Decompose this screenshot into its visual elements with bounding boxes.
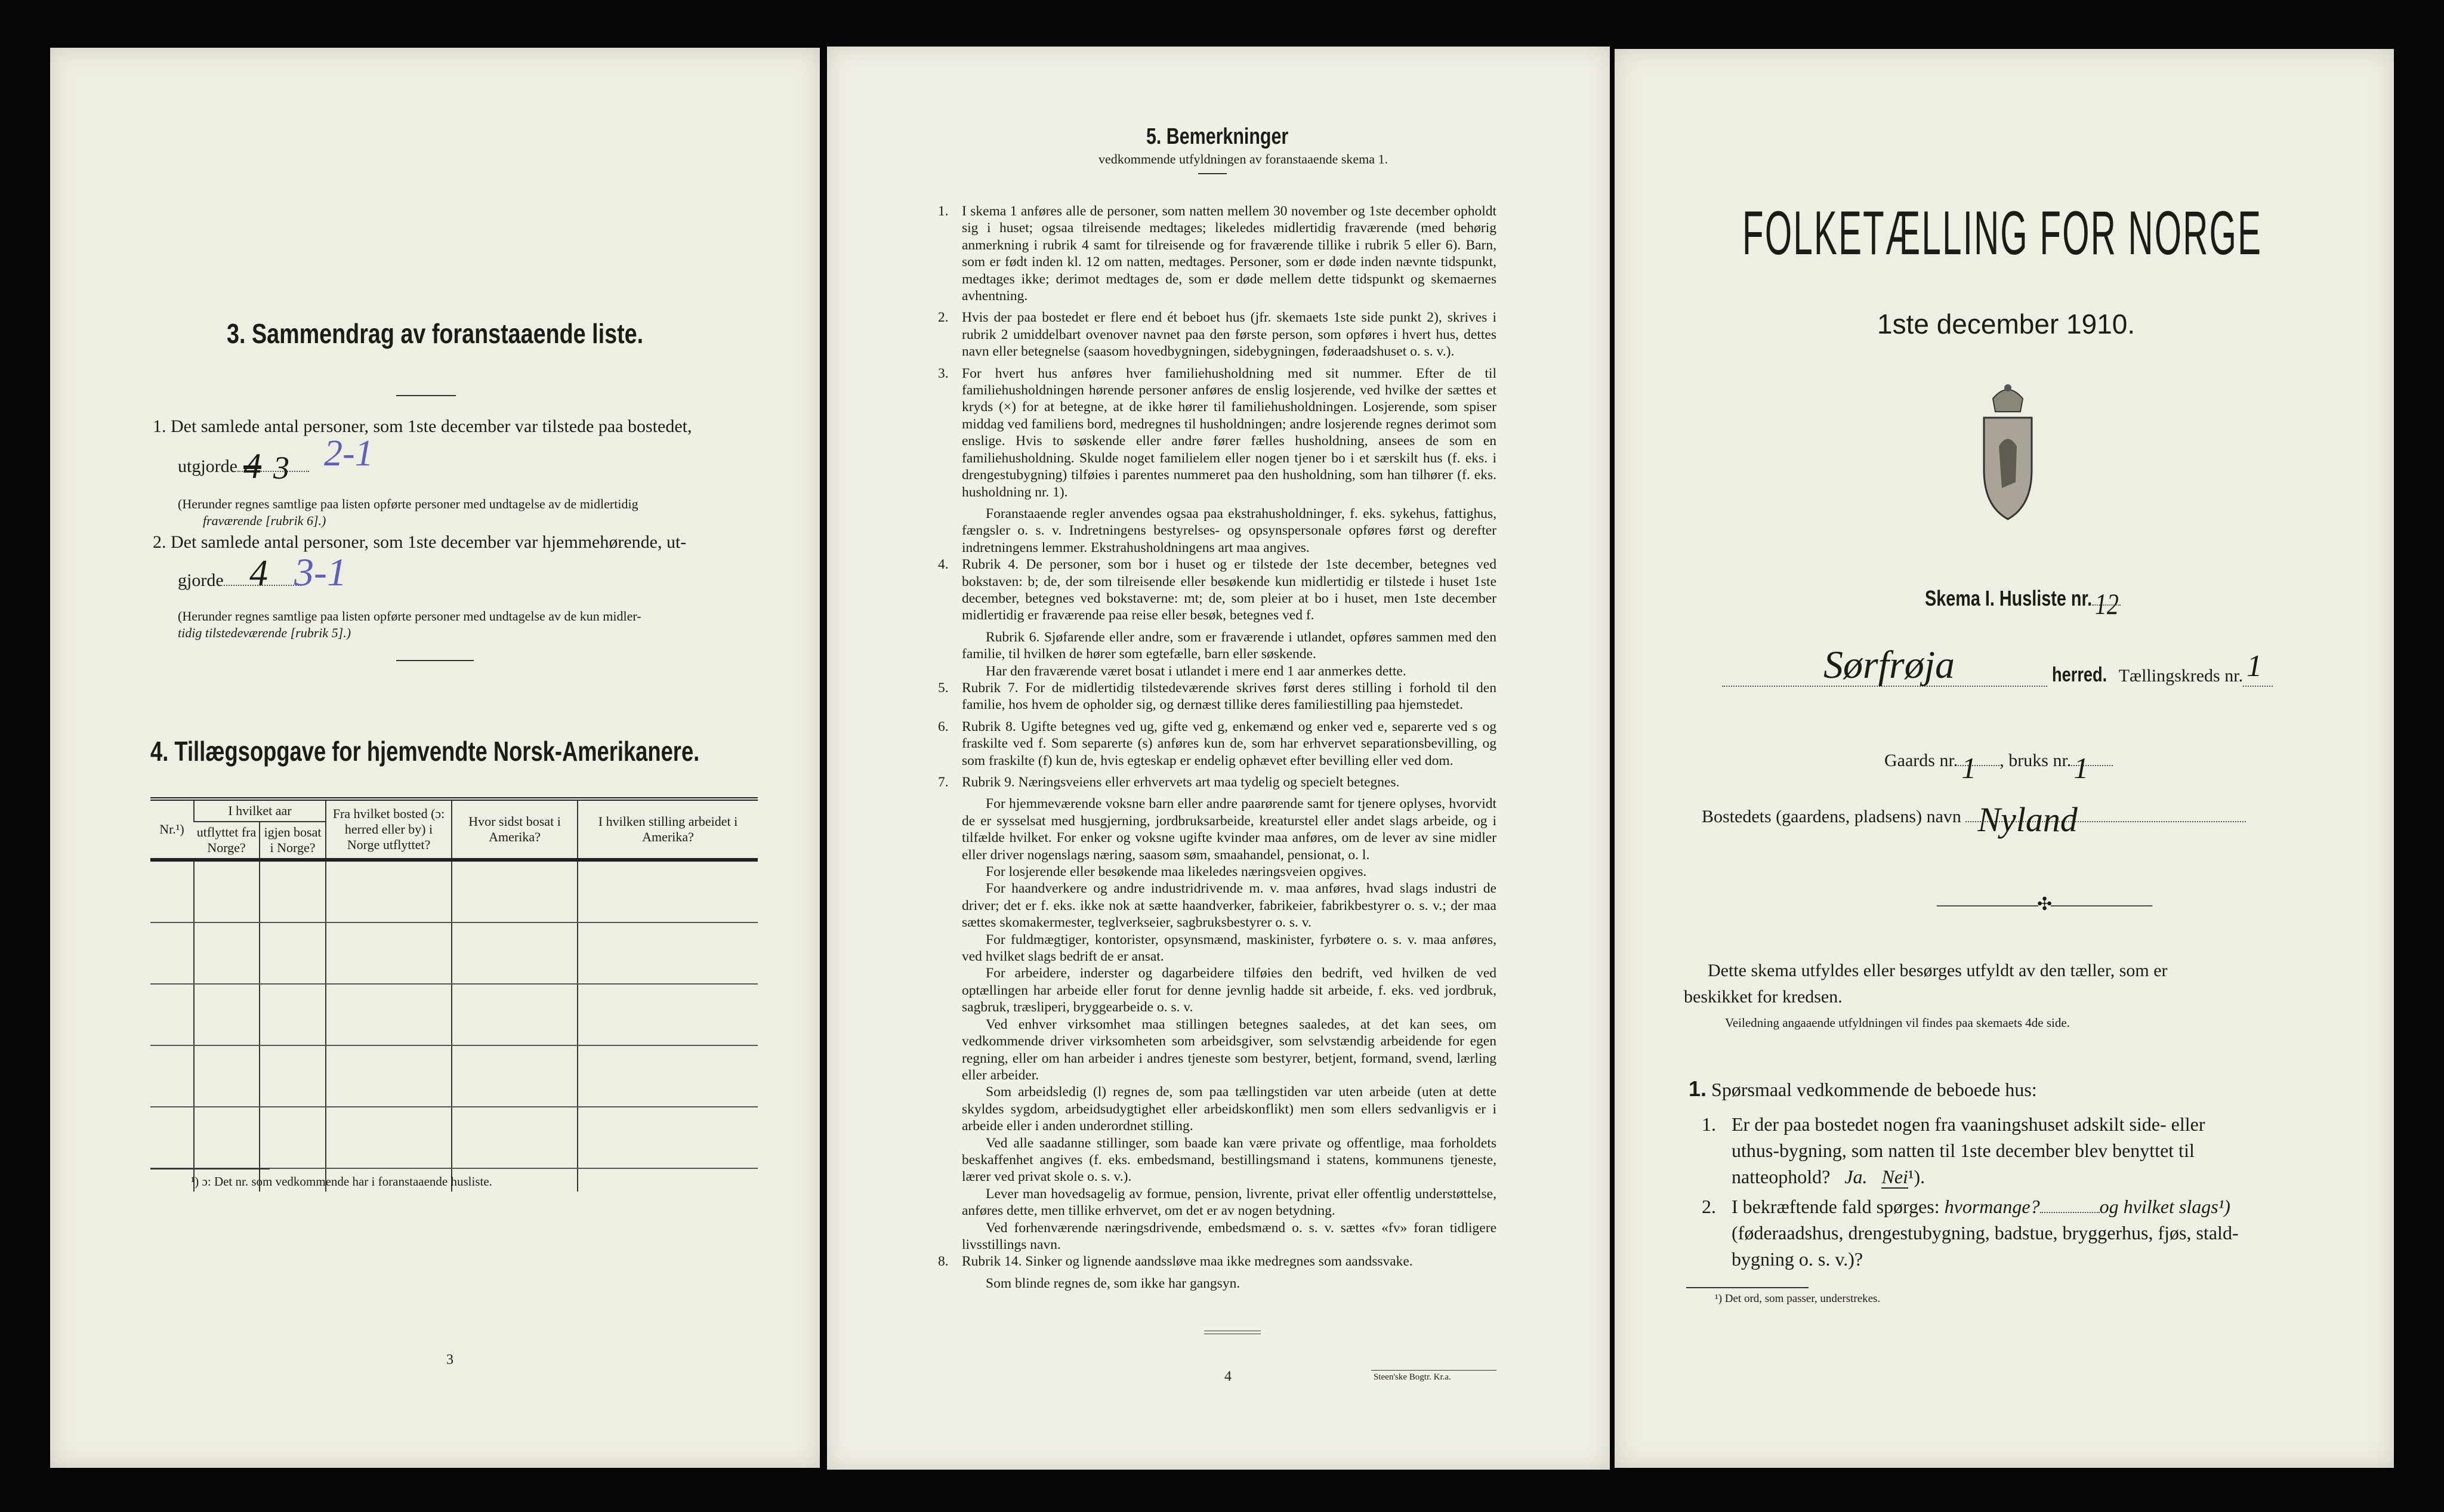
table-row: [150, 922, 758, 984]
footnote: ¹) Det ord, som passer, understrekes.: [1715, 1292, 1881, 1305]
remark-text: Som blinde regnes de, som ikke har gangsyn.: [986, 1275, 1240, 1291]
intro-line-2: beskikket for kredsen.: [1684, 987, 1843, 1007]
remark-number: 2.: [938, 310, 949, 326]
item-1-field: [178, 433, 374, 486]
remark-paragraph: [938, 1275, 1496, 1292]
answer-nei-underlined: Nei: [1881, 1166, 1908, 1187]
page-3: [50, 48, 820, 1468]
remark-paragraph: [938, 931, 1496, 965]
remark-paragraph: [938, 1135, 1496, 1186]
item-2-note: (Herunder regnes samtlige paa listen opførte personer med undtagelse av de kun midler-: [178, 609, 641, 624]
husliste-number: 12: [2094, 587, 2119, 621]
remark-text: Foranstaaende regler anvendes ogsaa paa ekstrahusholdninger, f. eks. sykehus, fattighus, fængsler o. s. v. Indretningens bestyrelses- og opsynspersonale opføres først og derefter indretningens lemmer. Ekstrahusholdningens art maa angives.: [962, 505, 1496, 556]
remark-text: I skema 1 anføres alle de personer, som natten mellem 30 november og 1ste december opholdt sig i huset; ogsaa tilreisende medtages; likeledes midlertidig fraværende (med behørig anmerkning i rubrik 4 samt for tilreisende og for fraværende tillike i rubrik 5 eller 6). Barn, som er født inden kl. 12 om natten, medtages. Personer, som er døde inden nævnte tidspunkt, medtages ikke; derimot medtages de, som er døde mellem dette tidspunkt og skemaernes avhentning.: [962, 203, 1496, 304]
col-last-residence: Hvor sidst bosat i Amerika?: [452, 799, 578, 860]
remark-text: Rubrik 4. De personer, som bor i huset og er tilstede der 1ste december, betegnes ved bokstaven: b; de, der som tilreisende eller besøkende kun midlertidig er tilstede i huset 1ste december, betegnes ved bokstaverne: mt; de, som pleier at bo i huset, men 1ste december midlertidig er fraværende paa reise eller besøk, betegnes ved f.: [962, 557, 1496, 624]
remark-paragraph: [938, 880, 1496, 931]
table-row: [150, 860, 758, 922]
remark-paragraph: [938, 965, 1496, 1016]
remark-paragraph: [938, 629, 1496, 663]
handwritten-struck: 4: [243, 446, 261, 486]
gaards-number: 1: [1961, 751, 1977, 785]
remarks-subtitle: vedkommende utfyldningen av foranstaaende skema 1.: [1098, 152, 1388, 166]
remark-paragraph: [938, 795, 1496, 863]
item-1-note: (Herunder regnes samtlige paa listen opførte personer med undtagelse av de midlertidig: [178, 496, 638, 511]
herred-name: Sørfrøja: [1823, 643, 1955, 687]
norwegian-american-table: [150, 797, 758, 1192]
remark-paragraph: [938, 1253, 1496, 1270]
q1-line2: uthus-bygning, som natten til 1ste december blev benyttet til: [1732, 1140, 2195, 1161]
remark-text: For hvert hus anføres hver familiehusholdning med sit nummer. Efter de til familiehusholdningen hørende personer anføres de enslig losjerende, ved hvilke der sættes et kryds (×) for at betegne, at de ikke hører til familiehusholdningen. Losjerende, som spiser middag ved familiens bord, medregnes til husholdningen; andre losjerende regnes derimot som enslige. Hvis to søskende eller andre fører fælles husholdning, ansees de som en familiehusholdning. Skulde noget familielem eller nogen tjener bo i et særskilt hus (f. eks. i drengestubygning) tilføies i parentes nummeret paa den husholdning, som han tilhører (f. eks. husholdning nr. 1).: [962, 365, 1496, 500]
col-returned: igjen bosat i Norge?: [260, 822, 326, 860]
remark-paragraph: [938, 1084, 1496, 1134]
col-position: I hvilken stilling arbeidet i Amerika?: [578, 799, 758, 860]
remark-text: Ved enhver virksomhet maa stillingen betegnes saaledes, at det kan sees, om vedkommende driver virksomheten som arbeidsgiver, som selvstændig arbeidende for egen regning, eller om han arbeider i andres tjeneste som bestyrer, betjent, formand, svend, lærling eller arbeider.: [962, 1016, 1496, 1083]
q1-line1: Er der paa bostedet nogen fra vaaningshuset adskilt side- eller: [1732, 1113, 2205, 1135]
remark-paragraph: [938, 203, 1496, 304]
bosted-label: Bostedets (gaardens, pladsens) navn: [1702, 807, 1961, 826]
table-row: [150, 1107, 758, 1168]
divider: [396, 395, 456, 396]
question-1: [1702, 1111, 2205, 1190]
intro-line-1: Dette skema utfyldes eller besørges utfyldt av den tæller, som er: [1708, 961, 2168, 980]
q1-line3: natteophold?: [1732, 1166, 1831, 1187]
remark-text: Rubrik 14. Sinker og lignende aandssløve maa ikke medregnes som aandssvake.: [962, 1254, 1413, 1270]
remark-number: 6.: [938, 718, 949, 735]
remark-number: 1.: [938, 203, 949, 219]
handwritten-correction: 3-1: [294, 551, 347, 594]
gaards-line: [1884, 751, 2113, 785]
remark-text: Har den fraværende været bosat i utlandet i mere end 1 aar anmerkes dette.: [986, 663, 1406, 679]
printer-mark: Steen'ske Bogtr. Kr.a.: [1374, 1372, 1451, 1382]
remark-paragraph: [938, 365, 1496, 501]
item-1-note-2: fraværende [rubrik 6].): [203, 513, 326, 528]
table-row: [150, 1045, 758, 1107]
guidance-note: Veiledning angaaende utfyldningen vil findes paa skemaets 4de side.: [1725, 1016, 2070, 1030]
end-rule: [1204, 1331, 1261, 1334]
herred-line: [1722, 643, 2390, 687]
remark-paragraph: [938, 505, 1496, 556]
q1-number: 1.: [1702, 1113, 1716, 1135]
handwritten-correction: 2-1: [324, 433, 374, 474]
remark-paragraph: [938, 1220, 1496, 1254]
remark-paragraph: [938, 1016, 1496, 1084]
col-emigrated: utflyttet fra Norge?: [196, 825, 257, 855]
remark-text: Lever man hovedsagelig av formue, pension, livrente, privat eller offentlig understøttelse, anføres dette, men tillike erhvervet, om det er av nogen betydning.: [962, 1186, 1496, 1219]
section-4-title: 4. Tillægsopgave for hjemvendte Norsk-Amerikanere.: [150, 736, 700, 767]
herred-label: herred.: [2051, 664, 2107, 686]
col-from: Fra hvilket bosted (ɔ: herred eller by) i Norge utflyttet?: [326, 799, 452, 860]
remark-text: Rubrik 7. For de midlertidig tilstedeværende skrives først deres stilling i forhold til den familie, hos hvem de opholder sig, og dernæst tillike deres familiestilling paa hjemstedet.: [962, 680, 1496, 713]
title-page: [1615, 49, 2394, 1468]
remarks-title: 5. Bemerkninger: [1146, 124, 1289, 149]
item-1-label: utgjorde: [178, 456, 237, 476]
remarks-body: [938, 203, 1496, 1292]
kreds-label: Tællingskreds nr.: [2118, 666, 2244, 686]
page-4: [827, 47, 1610, 1470]
coat-of-arms-icon: [1975, 381, 2041, 524]
remark-text: Som arbeidsledig (l) regnes de, som paa tællingstiden var uten arbeide (uten at dette skyldes sygdom, arbeidsudygtighet eller arbeidskonflikt) men som ellers sedvanligvis er i arbeide eller i anden underordnet stilling.: [962, 1084, 1496, 1134]
q2-line3: bygning o. s. v.)?: [1732, 1248, 1863, 1270]
remark-number: 8.: [938, 1254, 949, 1270]
table-row: [150, 984, 758, 1045]
remark-text: Ved alle saadanne stillinger, som baade kan være private og offentlige, maa forholdets beskaffenhet angives (f. eks. embedsmand, bestillingsmand i statens, kommunens tjeneste, lærer ved privat skole o. s. v.).: [962, 1135, 1496, 1185]
divider: [1198, 173, 1227, 174]
handwritten-value: 3: [273, 450, 289, 486]
summary-item-1: 1. Det samlede antal personer, som 1ste december var tilstede paa bostedet,: [153, 416, 692, 436]
census-date: 1ste december 1910.: [1877, 308, 2136, 340]
answer-ja: Ja.: [1844, 1166, 1868, 1187]
remark-paragraph: [938, 863, 1496, 880]
summary-item-2: 2. Det samlede antal personer, som 1ste december var hjemmehørende, ut-: [153, 532, 687, 552]
footnote-rule: [1686, 1287, 1809, 1288]
bosted-name: Nyland: [1977, 800, 2078, 839]
col-group-year: I hvilket aar: [194, 799, 326, 822]
remark-text: For arbeidere, inderster og dagarbeidere tilføies den bedrift, ved hvilken de ved optællingen har arbeide eller forut for denne jevnlig hadde sit arbeide, f. eks. ved jordbruk, sagbruk, træsliperi, bryggearbeide o. s. v.: [962, 965, 1496, 1016]
footnote-rule: [150, 1168, 270, 1170]
bosted-line: [1702, 800, 2246, 839]
section-3-title: 3. Sammendrag av foranstaaende liste.: [227, 318, 644, 349]
remark-text: For hjemmeværende voksne barn eller andre paarørende samt for tjenere oplyses, hvorvidt de er sysselsat med husgjerning, jordbruksarbeide, kreaturstel eller andet slags arbeide, og i tilfælde hvilket. For enker og voksne ugifte kvinder maa anføres, om de lever av sine midler eller driver nogenslags næring, saasom søm, smaahandel, pensionat, o. l.: [962, 796, 1496, 863]
census-title: FOLKETÆLLING FOR NORGE: [1742, 199, 2263, 268]
question-2: [1702, 1193, 2239, 1272]
item-2-note-2: tidig tilstedeværende [rubrik 5].): [178, 625, 351, 640]
ornament-divider: ――――――✣――――――: [1937, 894, 2152, 914]
schema-label: [1925, 586, 2121, 621]
q1-footnote-ref: ¹).: [1908, 1166, 1925, 1187]
remark-text: For fuldmægtiger, kontorister, opsynsmænd, maskinister, fyrbøtere o. s. v. maa anføres, ved hvilket slags bedrift de er ansat.: [962, 931, 1496, 965]
item-2-field: [178, 551, 347, 594]
remark-paragraph: [938, 680, 1496, 714]
bruks-label: , bruks nr.: [1999, 751, 2072, 770]
remark-paragraph: [938, 556, 1496, 624]
remark-paragraph: [938, 774, 1496, 791]
section-number: 1.: [1689, 1076, 1707, 1101]
section-title: Spørsmaal vedkommende de beboede hus:: [1711, 1079, 2037, 1100]
remark-text: For losjerende eller besøkende maa likeledes næringsveien opgives.: [986, 864, 1367, 880]
q2-line1: I bekræftende fald spørges:: [1732, 1196, 1940, 1217]
remark-paragraph: [938, 663, 1496, 680]
footnote: ¹) ɔ: Det nr. som vedkommende har i foranstaaende husliste.: [191, 1174, 492, 1189]
remark-paragraph: [938, 718, 1496, 769]
remark-text: For haandverkere og andre industridrivende m. v. maa anføres, hvad slags industri de driver; det er f. eks. ikke nok at sætte haandverker, fabrikeier, fabrikbestyrer o. s. v.; der maa sættes skomakermester, teglverkseier, sagbruksbestyrer o. s. v.: [962, 881, 1496, 931]
q2-number: 2.: [1702, 1196, 1716, 1217]
question-section: [1689, 1076, 2037, 1101]
divider: [396, 660, 474, 661]
remark-paragraph: [938, 309, 1496, 360]
remark-text: Ved forhenværende næringsdrivende, embedsmænd o. s. v. sættes «fv» foran tidligere livsstillings navn.: [962, 1220, 1496, 1252]
handwritten-value: 4: [249, 553, 268, 594]
schema-label-text: Skema I. Husliste nr.: [1925, 586, 2093, 610]
page-number: 3: [446, 1352, 453, 1368]
remark-text: Rubrik 9. Næringsveiens eller erhvervets art maa tydelig og specielt betegnes.: [962, 774, 1400, 790]
item-2-label: gjorde: [178, 570, 224, 590]
gaards-label: Gaards nr.: [1884, 751, 1958, 770]
remark-number: 3.: [938, 365, 949, 381]
remark-text: Hvis der paa bostedet er flere end ét beboet hus (jfr. skemaets 1ste side punkt 2), skrives i rubrik 2 umiddelbart ovenover navnet paa den første person, som opføres i hvert hus, dettes navn eller betegnelse (saasom hovedbygningen, sidebygningen, føderaadshuset o. s. v.).: [962, 310, 1496, 360]
remark-number: 5.: [938, 680, 949, 696]
q2-how-many: hvormange?: [1944, 1196, 2040, 1217]
remark-text: Rubrik 6. Sjøfarende eller andre, som er fraværende i utlandet, opføres sammen med den familie, til hvilken de hører som egtefælle, barn eller søskende.: [962, 629, 1496, 662]
remark-number: 4.: [938, 557, 949, 573]
remark-number: 7.: [938, 774, 949, 790]
page-number: 4: [1224, 1369, 1232, 1384]
q2-what-kind: og hvilket slags¹): [2099, 1196, 2230, 1217]
col-nr: Nr.¹): [159, 822, 184, 837]
bruks-number: 1: [2073, 751, 2089, 785]
q2-line2: (føderaadshus, drengestubygning, badstue, bryggerhus, fjøs, stald-: [1732, 1222, 2239, 1243]
remark-paragraph: [938, 1186, 1496, 1220]
remark-text: Rubrik 8. Ugifte betegnes ved ug, gifte ved g, enkemænd og enker ved e, separerte ved s og fraskilte ved f. Som separerte (s) anføres kun de, som har erhvervet separationsbevilling, og som fraskilte (f) kun de, hvis egteskap er endelig ophævet efter bevilling eller ved dom.: [962, 718, 1496, 769]
printer-rule: [1371, 1370, 1496, 1371]
kreds-number: 1: [2246, 649, 2263, 683]
